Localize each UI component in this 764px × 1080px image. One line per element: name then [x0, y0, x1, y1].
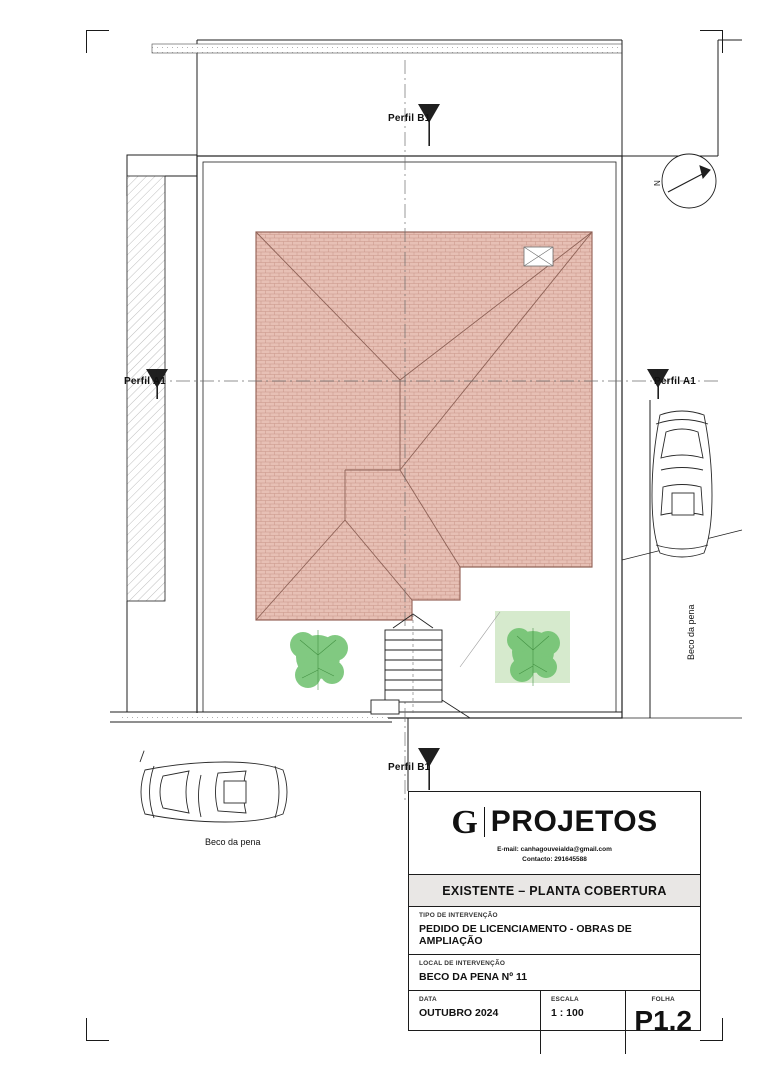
field-escala-key: ESCALA: [551, 996, 579, 1003]
svg-text:N: N: [653, 180, 662, 186]
field-escala: [541, 991, 626, 1054]
contact-line: Contacto: 291645588: [522, 856, 587, 863]
title-block-logo: [409, 792, 700, 875]
drawing-title: EXISTENTE – PLANTA COBERTURA: [409, 875, 700, 907]
field-folha-value: P1.2: [634, 1005, 692, 1036]
contact-block: [497, 845, 612, 865]
section-marker-label-left: Perfil A1: [124, 376, 167, 387]
field-tipo-intervencao-key: TIPO DE INTERVENÇÃO: [419, 912, 498, 919]
title-block: [408, 791, 701, 1036]
email-line: E-mail: canhagouveialda@gmail.com: [497, 846, 612, 854]
field-data-value: OUTUBRO 2024: [419, 1007, 499, 1019]
field-local-intervencao-value: BECO DA PENA Nº 11: [419, 971, 528, 983]
brand-name: PROJETOS: [490, 805, 658, 839]
field-folha-key: FOLHA: [651, 996, 675, 1003]
street-label-right: Beco da pena: [686, 604, 696, 660]
logo-divider: [484, 807, 485, 837]
section-marker-label-top: Perfil B1: [388, 113, 431, 124]
field-folha: [626, 991, 700, 1054]
field-data: [409, 991, 541, 1054]
logo-row: [451, 804, 658, 842]
street-label-bottom: Beco da pena: [205, 837, 261, 847]
field-tipo-intervencao: [409, 907, 700, 955]
field-local-intervencao-key: LOCAL DE INTERVENÇÃO: [419, 960, 506, 967]
section-marker-label-right: Perfil A1: [654, 376, 697, 387]
field-tipo-intervencao-value: PEDIDO DE LICENCIAMENTO - OBRAS DE AMPLIAÇÃO: [419, 923, 632, 947]
section-marker-label-bottom: Perfil B1: [388, 762, 431, 773]
field-local-intervencao: [409, 955, 700, 991]
title-block-bottom-row: [409, 991, 700, 1054]
logo-g-mark: G: [451, 804, 478, 842]
field-escala-value: 1 : 100: [551, 1007, 584, 1019]
field-data-key: DATA: [419, 996, 437, 1003]
